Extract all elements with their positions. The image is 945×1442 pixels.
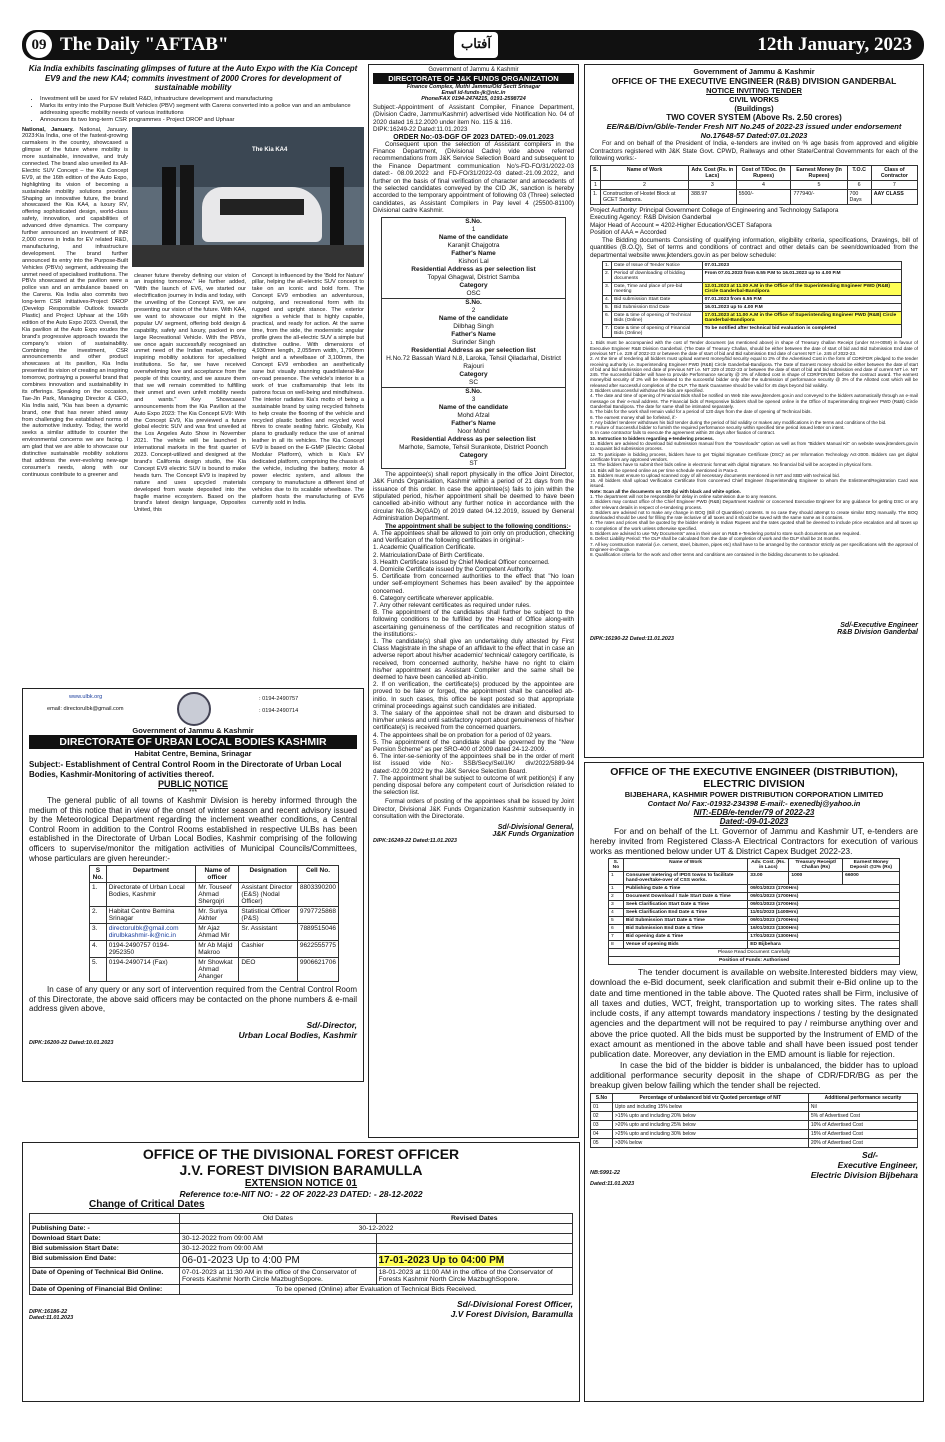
table-row: Date of Opening of Financial Bid Online: To be opened (Online) after Evaluation of Technical Bids Received. <box>30 1285 573 1295</box>
ulb-subject: Subject:- Establishment of Central Control Room in the Directorate of Urban Local Bodies, Kashmir-Monitoring of activities thereof. <box>29 760 342 779</box>
table-row: 5. Bid Submission End Date 16.01.2023 up to 4.00 P.M <box>603 304 902 312</box>
table-row: Bid submission Start Date: 30-12-2022 from 09:00 AM <box>30 1244 573 1254</box>
bjb-ref-date: Dated:11.01.2023 <box>590 1180 635 1187</box>
forest-signature-office: J.V Forest Division, Baramulla <box>450 1309 573 1319</box>
funds-signature: Sd/-Divisional General, <box>497 823 574 831</box>
masthead <box>22 30 924 60</box>
bjb-signature-office: Electric Division Bijbehara <box>810 1169 918 1180</box>
emblem-icon <box>177 692 211 726</box>
forest-extension: EXTENSION NOTICE 01 <box>244 1178 358 1189</box>
bjb-dated: Dated:-09-01-2023 <box>719 817 789 826</box>
table-row: 7. Date & time of opening of Financial Bids (Online) To be notified after technical bid evaluation is completed <box>603 325 902 338</box>
funds-address: Finance Complex, Muthi Jammu/Old Sectt Srinagar <box>406 84 541 90</box>
table-row: 5 Bid Submission Start Date & Time 09/01/2023 (1700Hrs) <box>609 917 900 925</box>
gbl-nit: NOTICE INVITING TENDER <box>706 86 802 95</box>
funds-reference: DIPK:16249-22 Dated:11.01.2023 <box>373 126 468 134</box>
funds-ref: DIPK:16249-22 Dated:11.01.2023 <box>373 837 457 844</box>
ulb-ref: DIPK:16200-22 Dated:10.01.2023 <box>29 1039 114 1046</box>
kia-photo <box>132 127 364 267</box>
ulb-phone: : 0194-2490757 <box>259 696 299 702</box>
bjb-ref: NB:5991-22 <box>590 1169 620 1176</box>
table-row: 6. Date & time of opening of Technical Bids (Online) 17.01.2023 at 11.00 A.M in the Office of Superintending Engineer PWD (R&B) Circle Ganderbal-Bandipora <box>603 312 902 325</box>
table-row: 01 Upto and including 15% below Nil <box>591 1102 918 1111</box>
funds-report: The appointee(s) shall report physically in the office Joint Director, J&K Funds Organisation, Kashmir within a period of 21 days from the issuance of this order. In case the appointee(s) fails to join within the stipulated period, his/her appointment shall be deemed to have been cancelled ab-initio without any further notice in accordance with the circular No.08-JK(GAD) of 2019 dated 04.12.2019, issued by General Administration Department. <box>373 470 574 523</box>
candidate: S.No. 2 Name of the candidate Dilbhag Singh Father's Name Surinder Singh Residential Address as per selection list H.No.72 Bassah Ward N.8, Laroka, Tehsil Qiladarhal, District Rajouri Category SC <box>382 298 565 387</box>
funds-order: ORDER No:-03-DGF OF 2023 DATED:-09.01.2023 <box>393 133 554 141</box>
funds-body: Consequent upon the selection of Assistant compilers in the Finance Department, (Divisional Cadre) vide above referred recommendations from J&K Service Selection Board and subsequent to the Finance Department communication No's-FD-FO/31/2022-03 dated:- 08.09.2022 and FD-FO/31/2022-03 dated:-21.09.2022, and further on the basis of final verification of character and antecedents of the selected candidates conveyed by the CID JK, sanction is hereby accorded to the temporary appointment of following 03 (Three) selected candidates, as Assistant Compilers in Pay level 4 (25500-81100) Divisional cadre Kashmir. <box>373 140 574 215</box>
forest-signature: Sd/-Divisional Forest Officer, <box>456 1299 573 1309</box>
table-row: 3. directorulbk@gmail.com dirulbkashmir-ik@nic.in Mr Ajaz Ahmad Mir Sr. Assistant 7889515046 <box>90 924 339 941</box>
forest-ref: DIPK:16186-22 Dated:11.01.2023 <box>29 1309 74 1321</box>
kia-headline: Kia India exhibits fascinating glimpses of future at the Auto Expo with the Kia Concept EV9 and the new KA4; commits investment of 2000 Crores for development of sustainable mobility <box>28 64 358 92</box>
forest-change: Change of Critical Dates <box>89 1199 205 1210</box>
ulb-phone: : 0194-2490714 <box>259 708 299 714</box>
bjb-nit: NIT:-EDB/e-tender/79 of 2022-23 <box>693 808 815 817</box>
table-row: 02 >15% upto and including 20% below 5% of Advertised Cost <box>591 1111 918 1120</box>
gbl-buildings: (Buildings) <box>734 104 774 113</box>
bjb-signature-title: Executive Engineer, <box>837 1159 918 1170</box>
ulb-email[interactable]: email: directorulbk@gmail.com <box>47 706 124 712</box>
issue-date: 12th January, 2023 <box>757 34 912 55</box>
paper-name: The Daily "AFTAB" <box>60 34 229 55</box>
table-row: 03 >20% upto and including 25% below 10% of Advertised Cost <box>591 1120 918 1129</box>
table-row: 2. Habitat Centre Bemina Srinagar Mr. Suriya Akhter Statistical Officer (P&S) 9797725868 <box>90 907 339 924</box>
gbl-doc-para: The Bidding documents Consisting of qualifying information, eligibility criteria, specifications, Drawings, bill of quantities (B.O.Q), Set of terms and conditions of contract and other details can be seen/downloaded from the departmental website www.jktenders.gov.in as per below schedule: <box>590 236 918 259</box>
table-row: 4. 0194-2490757 0194-2952350 Mr Ab Majid Makroo Cashier 9622555775 <box>90 941 339 958</box>
gbl-ref: DIPK:16190-22 Dated:11.01.2023 <box>590 636 674 643</box>
candidate: S.No. 1 Name of the candidate Karanjit Chajgotra Father's Name Kishori Lal Residential Address as per selection list Topyal Ghagwal, District Samba Category OSC <box>411 217 536 297</box>
funds-formal: Formal orders of posting of the appointees shall be issued by Joint Director, Divisional J&K Funds Organization Kashmir subsequently in consultation with the Directorate. <box>373 798 574 821</box>
funds-conditions: A. The appointees shall be allowed to join only on production, checking and Verification of the following certificates in original:- 1. Academic Qualification Certificate. 2. Matriculation/Date of Birth Certificate. 3. Health Certificate issued by Chief Medical Officer concerned. 4. Domicile Certificate issued by the Competent Authority. 5. Certificate from concerned authorities to the effect that "No loan under self-employment Schemes has been availed" by the appointee concerned. 6. Category certificate wherever applicable. 7. Any other relevant certificates as required under rules. B. The appointment of the candidates shall further be subject to the following conditions to be fulfilled by the Head of Office along-with ascertaining genuineness of the certificates and recognition status of the institutions:- 1. The candidate(s) shall give an undertaking duly attested by First Class Magistrate in the shape of an affidavit to the effect that in case an adverse report about his/her academic/ technical/ category certificate, is received, from concerned authority, he/she have no right to claim his/her appointment as Assistant Compiler and the same shall be deemed to have been cancelled ab-initio. 2. If on verification, the certificate(s) produced by the appointee are proved to be fake or forged, the appointment shall be cancelled ab-initio. In such cases, this office be kept posted so that appropriate criminal proceedings against such candidates are initiated. 3. The salary of the appointee shall not be drawn and disbursed to him/her unless and until satisfactory report about genuineness of his/her certificate(s) is received from the concerned quarters. 4. The appointees shall be on probation for a period of 02 years. 5. The appointment of the candidate shall be governed by the "New Pension Scheme" as per SRO-400 of 2009 dated 24-12-2009. 6. The inter-se-seniority of the appointees shall be in the order of merit list issued vide No:- SSB/Secy/Sel/J/K/ div/2022/5889-94 dated:-02.09.2022 by the J&K Service Selection Board. 7. The appointment shall be subject to outcome of writ petition(s) if any pending disposal before any competent court of Jurisdiction related to the selection list. <box>373 529 574 797</box>
gbl-govt: Government of Jammu & Kashmir <box>693 67 815 76</box>
bjb-works-table: S. No Name of Work Adv. Cost. (Rs. in Lacs) Treasury Receipt/ Challan (Rs) Earnest Money Deposit @2% (Rs) 1 Consumer metering of IPDS towns to facilitate hand-over/take-over of CSS works. 33.00 1000 66000 1 Publishing Date & Time 09/01/2023 (1700Hrs) 2 Document Download / Sale Start Date & Time 09/01/2023 (1700Hrs) 3 Seek Clarification Start Date & Time 09/01/2023 (1700Hrs) 4 Seek Clarification End Date & Time 11/01/2023 (1400Hrs) 5 Bid Submission Start Date & Time 09/01/2023 (1700Hrs) 6 Bid Submission End Date & Time 16/01/2023 (1300Hrs) 7 Bid opening date & Time 17/01/2023 (1300Hrs) 8 Venue of opening Bids ED Bijbehara Please Read Document Carefully Position of Funds: Authorised <box>608 858 900 965</box>
bjb-sub: BIJBEHARA, KASHMIR POWER DISTRIBUTION CORPORATION LIMITED <box>624 790 884 799</box>
kia-text-col1: National, January. National, January. 2023:Kia India, one of the fastest-growing carmakers in the country, showcased a glimpse of the future where mobility is more sustainable, innovative, and truly connected. The brand also unveiled its All-Electric SUV Concept – the Kia Concept EV9, at the 16th edition of the Auto Expo, highlighting its vision of becoming a sustainable mobility solutions provider. Shaping an innovative future, the brand showcased the Kia KA4, a luxury RV, offering sophisticated design, world-class safety, innovation, and capabilities of advanced drive dynamics. The company further announced an investment of INR 2,000 crores in India for EV related R&D, manufacturing, and infrastructure development. The brand further announced its entry into the Purpose-Built Vehicles (PBVs) segment, addressing the unmet need of specialised institutions. The PBVs showcased at the pavilion were a police van and an ambulance based on the Carens. Kia India also commits two long-term CSR initiatives-Project DROP (Develop Responsible Outlook towards Plastic) and Project Uphaar at the 16th edition of the Auto Expo 2023. Overall, the Kia pavilion at the Auto Expo exudes the brand's progressive approach towards the company's vision of sustainability. Combining the investment, CSR announcements and other product showcases at its pavilion, Kia India presented its vision of creating an inspiring tomorrow, portraying a powerful brand that combines innovation and sustainability in its offerings. Speaking on the occasion, Tae-Jin Park, Managing Director & CEO, Kia India said, "Kia has been a dynamic brand, one that has never shied away from challenging the established norms of the automotive industry. Today, the world seeks a similar attitude to counter the environmental concerns we are facing. I am glad that we are able to showcase our distinctive sustainable mobility solutions that address the ever-evolving new-age consumer's needs, along with our continuous contribute to a greener and <box>22 126 128 478</box>
ulb-title: DIRECTORATE OF URBAN LOCAL BODIES KASHMIR <box>29 735 357 749</box>
bjb-body2: In case the bid of the bidder is bidder is unbalanced, the bidder has to upload additional performance security deposit in the shape of CDR/FDR/BG as per the breakup given below failing which the tender shall be rejected. <box>590 1059 918 1091</box>
bjb-intro: For and on behalf of the Lt. Governor of Jammu and Kashmir UT, e-tenders are hereby invited from Registered Class-A Electrical Contractors for execution of various works as mentioned below under UT & District Capex Budget 2022-23. <box>590 826 918 856</box>
bjb-title: OFFICE OF THE EXECUTIVE ENGINEER (DISTRIBUTION), ELECTRIC DIVISION <box>610 766 898 790</box>
ulb-public-notice: PUBLIC NOTICE <box>157 779 228 789</box>
gbl-works-table: S. Name of Work Adv. Cost (Rs. in Lacs) Cost of T/Doc. (In Rupees) Earnest Money (In Rupees) T.O.C Class of Contractor 1 2 3 4 5 6 7 1. Construction of Hostel Block at GCET Safapora. 388.97 5500/- 777940/- 700 Days AAY CLASS <box>590 165 918 205</box>
gbl-enit: EE/R&B/Divn/Gbl/e-Tender Fresh NIT No.245 of 2022-23 issued under endorsement No.17648-57 Dated:07.01.2023 <box>606 122 902 140</box>
funds-signature-office: J&K Funds Organization <box>492 830 574 838</box>
ulb-signature-office: Urban Local Bodies, Kashmir <box>238 1029 357 1040</box>
kia-bullet: • Announces its two long-term CSR programmes - Project DROP and Uphaar <box>40 117 364 124</box>
ulb-notice <box>22 688 364 1082</box>
bjb-signature: Sd/- <box>861 1149 878 1160</box>
page-number: 09 <box>26 32 52 58</box>
table-row: 1. Date of Issue of Tender Notice 07.01.2023 <box>603 262 902 270</box>
bjb-security-table: S.No Percentage of unbalanced bid viz Quoted percentage of NIT Additional performance security 01 Upto and including 15% below Nil 02 >15% upto and including 20% below 5% of Advertised Cost 03 >20% upto and including 25% below 10% of Advertised Cost 04 >25% upto and including 30% below 15% of Advertised Cost 05 >30% below 20% of Advertised Cost <box>590 1093 918 1148</box>
table-row: 3. Date, Time and place of pre-bid meeting 12.01.2023 at 11.00 A.M in the Office of the Superintending Engineer PWD (R&B) Circle Ganderbal-Bandipora <box>603 283 902 296</box>
table-row: 1. Directorate of Urban Local Bodies, Kashmir Mr. Touseef Ahmad Shergojri Assistant Director (E&S) (Nodal Officer) 8803390200 <box>90 883 339 907</box>
ulb-address: Habitat Centre, Bemina, Srinagar <box>134 749 252 758</box>
ulb-website[interactable]: www.ulbk.org <box>69 694 103 700</box>
forest-dates-table: Old Dates Revised Dates Publishing Date: - 30-12-2022 Download Start Date: 30-12-2022 from 09:00 AM Bid submission Start Date: 30-12-2022 from 09:00 AM Bid submission End Date: 06-01-2023 Up to 4:00 PM 17-01-2023 Up to 04:00 PM Date of Opening of Technical Bid Online. 07-01-2023 at 11:30 AM in the office of the Conservator of Forests Kashmir North Circle MazbughSopore. 18-01-2023 at 11:00 AM in the office of the Conservator of Forests Kashmir North Circle MazbughSopore. Date of Opening of Financial Bid Online: To be opened (Online) after Evaluation of Technical Bids Received. <box>29 1213 573 1295</box>
kia-bullet: • Marks its entry into the Purpose Built Vehicles (PBV) segment with Carens converted into a police van and an ambulance addressing specific mobility needs of various institutions <box>40 103 364 117</box>
table-row: 3 Seek Clarification Start Date & Time 09/01/2023 (1700Hrs) <box>609 901 900 909</box>
table-row: 05 >30% below 20% of Advertised Cost <box>591 1138 918 1147</box>
ulb-govt: Government of Jammu & Kashmir <box>132 726 254 735</box>
ganderbal-notice <box>584 64 924 758</box>
table-row: Publishing Date: - 30-12-2022 <box>30 1224 573 1234</box>
gbl-works: CIVIL WORKS <box>729 95 779 104</box>
table-row: 8 Venue of opening Bids ED Bijbehara <box>609 941 900 949</box>
table-row: 6 Bid Submission End Date & Time 16/01/2023 (1300Hrs) <box>609 925 900 933</box>
gbl-schedule-table <box>602 261 902 338</box>
forest-title: OFFICE OF THE DIVISIONAL FOREST OFFICER <box>142 1146 460 1162</box>
ulb-officers-table: S No. Department Name of officer Designation Cell No. 1. Directorate of Urban Local Bodies, Kashmir Mr. Touseef Ahmad Shergojri Assistant Director (E&S) (Nodal Officer) 8803390200 2. Habitat Centre Bemina Srinagar Mr. Suriya Akhter Statistical Officer (P&S) 9797725868 3. directorulbk@gmail.com dirulbkashmir-ik@nic.in Mr Ajaz Ahmad Mir Sr. Assistant 7889515046 4. 0194-2490757 0194-2952350 Mr Ab Majid Makroo Cashier 9622555775 5. 0194-2490714 (Fax) Mr Showkat Ahmad Ahanger DEO 9906621706 <box>89 865 339 982</box>
kia-bullet: • Investment will be used for EV related R&D, infrastructure development and manufacturing <box>40 96 364 103</box>
bjb-body: The tender document is available on website.Interested bidders may view, download the e-Bid document, seek clarification and submit their e-Bid online up to the date and time mentioned in the table above. The Quoted rates shall be Firm, inclusive of all taxes and duties, WCT, freight, transportation up to working sites. The rates shall include costs, if any attempt towards mandatory inspections / testing by the designated agencies and the department will not be required to pay / reimburse anything over and above the price quoted. All the bids must be supported by the Instrument of EMD of the exact amount as mentioned in the above table and shall have been issued post tender publication date. Moreover, any deviation in the EMD amount is liable for rejection. <box>590 967 918 1060</box>
bijbehara-notice <box>584 762 924 1402</box>
table-row: 4. Bid submission Start Date 07.01.2023 from 6.55 P.M <box>603 296 902 304</box>
table-row: 7 Bid opening date & Time 17/01/2023 (1300Hrs) <box>609 933 900 941</box>
kia-bullets <box>40 96 364 124</box>
table-row: 2. Period of downloading of bidding documents From 07.01.2023 from 6.55 P.M to 16.01.2023 up to 4.00 P.M <box>603 270 902 283</box>
table-row: Download Start Date: 30-12-2022 from 09:00 AM <box>30 1234 573 1244</box>
table-row: 2 Document Download / Sale Start Date & Time 09/01/2023 (1700Hrs) <box>609 893 900 901</box>
kia-article <box>22 64 364 684</box>
funds-title: DIRECTORATE OF J&K FUNDS ORGANIZATION <box>373 73 574 84</box>
forest-division: J.V. FOREST DIVISION BARAMULLA <box>179 1162 423 1178</box>
paper-logo: آفتاب <box>454 32 498 58</box>
funds-candidates <box>381 217 566 469</box>
gbl-title: OFFICE OF THE EXECUTIVE ENGINEER (R&B) DIVISION GANDERBAL <box>611 76 897 86</box>
funds-conditions-head: The appointment shall be subject to the following conditions:- <box>385 522 571 530</box>
kia-text-col3: Concept is influenced by the 'Bold for Nature' pillar, helping the all-electric SUV concept to take on an iconic and bold form. The Concept EV9 embodies an adventurous, outgoing, and recreational form with its rugged and upright stance. The exterior signifies a vehicle that is highly capable, practical, and ready for action. At the same time, from the side, the modernistic angular profile gives the all-electric SUV a simple but distinctive outline. With dimensions of 4,930mm length, 2,055mm width, 1,790mm height and a wheelbase of 3,100mm, the Concept EV9 embodies an aesthetically sane but visually stunning quadrilateral-like on-road presence. The vehicle's interior is a work of true craftsmanship that lets its patrons focus on well-being and mindfulness. The interior radiates Kia's motto of being a sustainable brand by using recycled fishnets to help create the flooring of the vehicle and recycled plastic bottles and recycled wool fibres to create seating fabric. Globally, Kia plans to gradually reduce the use of animal leather in all its vehicles. The Kia Concept EV9 is based on the E-GMP (Electric Global Modular Platform), which is Kia's EV dedicated platform, comprising the chassis of the vehicle, including the battery, motor & power electric system, and allows the company to manufacture a different kind of vehicles due to its scalable wheelbase. The platform hosts the manufacturing of EV6 currently sold in India. <box>252 272 364 507</box>
forest-notice <box>22 1142 580 1402</box>
gbl-meta: Project Authority: Principal Government College of Engineering and Technology Safapora Executing Agency: R&B Division Ganderbal Major Head of Account = 4202-Higher Education/GCET Safapora Position of AAA = Accorded <box>590 206 839 237</box>
kia-text-col2: cleaner future thereby defining our vision of an inspiring tomorrow." He further added, "With the launch of EV6, we started our electrification journey in India and today, with the unveiling of the Concept EV9, we are presenting our vision of the future. With KA4, we want to showcase our might in the popular UV segment, offering bold design & capability, safety and luxury, packed in one large Recreational Vehicle. With the PBVs, we once again successfully recognised an unmet need of the Indian market, offering inspiring mobility solutions for specialised institutions. So far, we have received overwhelming love and acceptance from the people of this country, and we assure them that we will remain committed to fulfilling their unmet and even unfelt mobility needs and wants." Key Showcases/ announcements from the Kia Pavilion at the Auto Expo 2023: The Kia Concept EV9: With the Concept EV9, Kia previewed a future global electric SUV and was first unveiled at the Los Angeles Auto Show in November 2021. The vehicle will be launched in international markets in the first quarter of 2023. Concept-utilized and designed at the brand's California design studio, the Kia Concept EV9 electric SUV is bound to make heads turn. The Concept EV9 is inspired by nature and uses upcycled materials developed from waste deposited into the fragile marine ecosystem. Based on the brand's latest design language, Opposites United, this <box>134 272 246 514</box>
gbl-intro: For and on behalf of the President of India, e-tenders are invited on % age basis from approved and eligible Contractors registered with J&K State Govt. CPWD, Railways and other State/Central Governments for each of the following works:- <box>590 140 918 162</box>
ulb-stars: *** <box>188 789 198 796</box>
ulb-closing: In case of any query or any sort of intervention required from the Central Control Room of this Directorate, the above said officers may be contacted on the phone numbers & e-mail address given above, <box>29 985 357 1014</box>
ulb-body: The general public of all towns of Kashmir Division is hereby informed through the medium of this notice that in view of the onset of winter season and recent advisory issued by the Meteorological Department regarding the inclement weather conditions, a Central Control Room in addition to the Control Rooms established in respective ULBs has been established in the Directorate of Urban Local Bodies, Kashmir comprising of the following officers to supervise/monitor the mitigation activities of Municipal Councils/Committees, whose particulars are given hereunder:- <box>29 796 357 863</box>
funds-email: Email id-funds-jk@nic.in <box>441 90 506 96</box>
table-row: Date of Opening of Technical Bid Online. 07-01-2023 at 11:30 AM in the office of the Conservator of Forests Kashmir North Circle MazbughSopore. 18-01-2023 at 11:00 AM in the office of the Conservator of Forests Kashmir North Circle MazbughSopore. <box>30 1268 573 1285</box>
table-row: Bid submission End Date: 06-01-2023 Up to 4:00 PM 17-01-2023 Up to 04:00 PM <box>30 1254 573 1268</box>
forest-reference: Reference to:e-NIT NO: - 22 OF 2022-23 DATED: - 28-12-2022 <box>179 1189 423 1199</box>
gbl-two-cover: TWO COVER SYSTEM (Above Rs. 2.50 crores) <box>666 113 842 122</box>
photo-caption: The Kia KA4 <box>252 146 288 153</box>
gbl-signature: Sd/-Executive Engineer <box>840 622 918 630</box>
funds-notice <box>368 64 579 1138</box>
ulb-signature: Sd/-Director, <box>306 1019 357 1030</box>
funds-subject: Subject:-Appointment of Assistant Compiler, Finance Department, (Division Cadre, Jammu/Kashmir) advertised vide Notification No. 04 of 2020 dated 16.12.2020 under item No. 115 & 116. <box>373 104 574 126</box>
gbl-clauses: 1. Bids must be accompanied with the cost of Tender document (as mentioned above) in shape of Treasury challan Receipt (under M.H-0059) in favour of Executive Engineer R&B Division Ganderbal. (The Date of Treasury Challan, should be either between the date of start of bid and Bid Submission End date of previous NIT i.e. 229 of 2022-23 or between the date of start of bid and Bid submission End date of current NIT i.e. 245 of 2022-23. 2. At the time of tendering all bidders must upload earnest money/bid security equal to 2% of the Advertised Cost in the form of CDR/FDR pledged to the tender receiving authority i.e. Superintending Engineer PWD (R&B) Circle Ganderbal-Bandipora. The Date of Earnest money should be either between the date of start of bid and bid submission end date of previous NIT i.e. NIT 229 of 2022-23 or between the date of start of bid and bid submission end date of current NIT i.e. NIT 245. The successful bidder will have to provide Performance security @ 3% of Allotted cost in shape of CDR/FDR/BG before the contract award. The earnest money/bid security of 2% will be released to the successful bidder only after the submission of performance security @ 3% of the Allotted cost which will be released after successful completion of the DLP. The Bank Guarantee should be valid for 45 days beyond bid validity. 3. Bidders unsuccessful withdraw the bids are specified. 4. The date and time of opening of Financial Bids shall be notified on Web Site www.jktenders.gov.in and conveyed to the bidders automatically through an e-mail message on their e-mail address. The Financial bids of Responsive bidders shall be opened online in the Office of Superintending Engineer PWD (R&B) Circle Ganderbal Bandipora. The date for same shall be intimated separately. 5. The bids for the work shall remain valid for a period of 120 days from the date of opening of Technical bids. 6. The earnest money shall be forfeited, if:- 7. Any bidder/ tenderer withdraws his bid/ tender during the period of bid validity or makes any modifications in the terms and conditions of the bid. 8. Failure of Successful bidder to furnish the required performance security within specified time period issued letter on intent. 9. In case contractor fails to execute the agreement within 28 days after fixation of contract. 10. Instruction to bidders regarding e-tendering process. 11. Bidders are advised to download bid submission manual from the "Downloads" option as well as from "Bidders Manual Kit" on website www.jktenders.gov.in to acquaint bid submission process. 12. To participate in bidding process, bidders have to get 'Digital Signature Certificate (DSC)' as per Information Technology Act-2000. Bidders can get digital certificate from any approved vendors. 13. The bidders have to submit their bids online in electronic format with digital Signature. No financial bid will be accepted in physical form. 14. Bids will be opened online as per time schedule mentioned in Para-2. 15. Bidders must ensure to upload scanned copy of all necessary documents mentioned in NIT and SBD with technical bid. 16. All bidders shall upload Verification Certificate from concerned Chief Engineer /Superintending Engineer to whom the Enlistment/Registration Card was issued. Note: Scan all the documents on 100 dpi with black and white option. 1. The department will not be responsible for delay in online submission due to any reasons. 2. Bidders may contact office of the Chief Engineer PWD (R&B) Department Kashmir or concerned Executive Engineer for any guidance for getting DSC or any other relevant details in respect of e-tendering process. 3. Bidders are advised not to make any change in BOQ (Bill of Quantities) contents. In no case they should attempt to create similar BOQ manually. The BOQ downloaded should be used for filling the rate inclusive of all taxes and it should be saved with the same name as it contains. 4. The rates and prices shall be quoted by the bidder entirely in Indian Rupees and the rates quoted shall be deemed to include price escalation and all taxes up to completion of the work unless otherwise specified. 5. Bidders are advised to use "My Documents" area in their user on R&B e-Tendering portal to store such documents as are required. 6. Defect Liability Period: The DLP shall be calculated from the date of completion of work and the DLP shall be 24 months. 7. All key construction material (i.e. cement, steel, bitumen, pipes etc) shall have to be arranged by the contractor strictly as per specifications with the approval of Engineer-in-charge. 8. Qualification criteria for the work and other terms and conditions are contained in the bidding documents to be uploaded. <box>590 340 918 558</box>
gbl-signature-office: R&B Division Ganderbal <box>837 629 918 637</box>
bjb-contact: Contact No/ Fax:-01932-234398 E-mail:- exenedbj@yahoo.in <box>647 799 861 808</box>
table-row: 1 Publishing Date & Time 09/01/2023 (1700Hrs) <box>609 885 900 893</box>
table-row: 1. Construction of Hostel Block at GCET Safapora. 388.97 5500/- 777940/- 700 Days AAY CLASS <box>591 189 918 204</box>
table-row: 5. 0194-2490714 (Fax) Mr Showkat Ahmad Ahanger DEO 9906621706 <box>90 958 339 982</box>
table-row: 1 Consumer metering of IPDS towns to facilitate hand-over/take-over of CSS works. 33.00 1000 66000 <box>609 872 900 885</box>
table-row: 4 Seek Clarification End Date & Time 11/01/2023 (1400Hrs) <box>609 909 900 917</box>
table-row: 04 >25% upto and including 30% below 15% of Advertised Cost <box>591 1129 918 1138</box>
candidate: S.No. 3 Name of the candidate Mohd Afzal Father's Name Noor Mohd Residential Address as per selection list Marhote, Samote, Tehsil Surankote, District Poonch Category ST <box>382 387 565 468</box>
funds-govt: Government of Jammu & Kashmir <box>428 67 519 73</box>
funds-phone: Phone/FAX 0194-2474215, 0191-2598724 <box>421 96 526 102</box>
